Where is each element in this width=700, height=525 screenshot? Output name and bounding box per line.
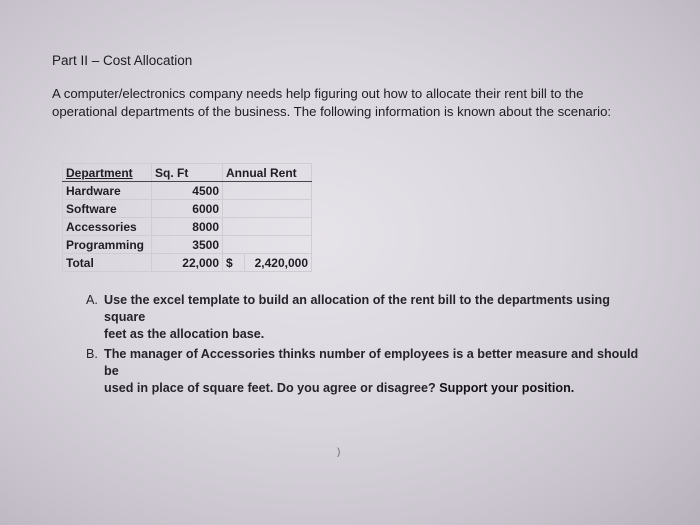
- table-row: [63, 236, 312, 254]
- cell-total-rent: 2,420,000: [244, 254, 311, 272]
- question-line-text: used in place of square feet. Do you agree or disagree?: [104, 381, 440, 395]
- cell-sqft: 6000: [152, 200, 223, 218]
- cell-department: Software: [63, 200, 152, 218]
- header-department: Department: [63, 164, 152, 182]
- table-row: [63, 218, 312, 236]
- cell-total-sqft: 22,000: [152, 254, 223, 272]
- table-row: [63, 200, 312, 218]
- cell-currency-symbol: $: [223, 254, 245, 272]
- intro-line-2: operational departments of the business. The following information is known about the scenario:: [52, 104, 612, 119]
- question-line: Use the excel template to build an allocation of the rent bill to the departments using square: [104, 293, 610, 324]
- table-header-row: [63, 164, 312, 182]
- emphasis-text: Support your position.: [439, 381, 575, 395]
- question-line: feet as the allocation base.: [104, 327, 265, 341]
- table-row: [63, 182, 312, 200]
- cell-rent: [223, 236, 312, 254]
- cell-sqft: 8000: [152, 218, 223, 236]
- cell-sqft: 3500: [152, 236, 223, 254]
- cell-rent: [223, 182, 312, 200]
- intro-line-1: A computer/electronics company needs help figuring out how to allocate their rent bill to the: [52, 86, 584, 101]
- stray-mark: ): [337, 447, 341, 458]
- header-annual-rent: Annual Rent: [223, 164, 312, 182]
- table-total-row: [63, 254, 312, 272]
- question-a: [86, 292, 656, 343]
- rent-table: [62, 163, 312, 272]
- intro-paragraph: [52, 85, 652, 121]
- question-b: [86, 346, 656, 397]
- question-letter: A.: [86, 293, 98, 307]
- question-text: [104, 346, 652, 397]
- question-list: [86, 292, 656, 400]
- cell-sqft: 4500: [152, 182, 223, 200]
- cell-department: Accessories: [63, 218, 152, 236]
- question-letter: B.: [86, 347, 98, 361]
- question-line: [104, 380, 652, 397]
- cell-total-label: Total: [63, 254, 152, 272]
- header-sqft: Sq. Ft: [152, 164, 223, 182]
- cell-department: Hardware: [63, 182, 152, 200]
- section-heading: Part II – Cost Allocation: [52, 53, 193, 68]
- question-text: [104, 292, 652, 343]
- question-line: The manager of Accessories thinks number of employees is a better measure and should be: [104, 347, 639, 378]
- cell-department: Programming: [63, 236, 152, 254]
- cell-rent: [223, 218, 312, 236]
- cell-rent: [223, 200, 312, 218]
